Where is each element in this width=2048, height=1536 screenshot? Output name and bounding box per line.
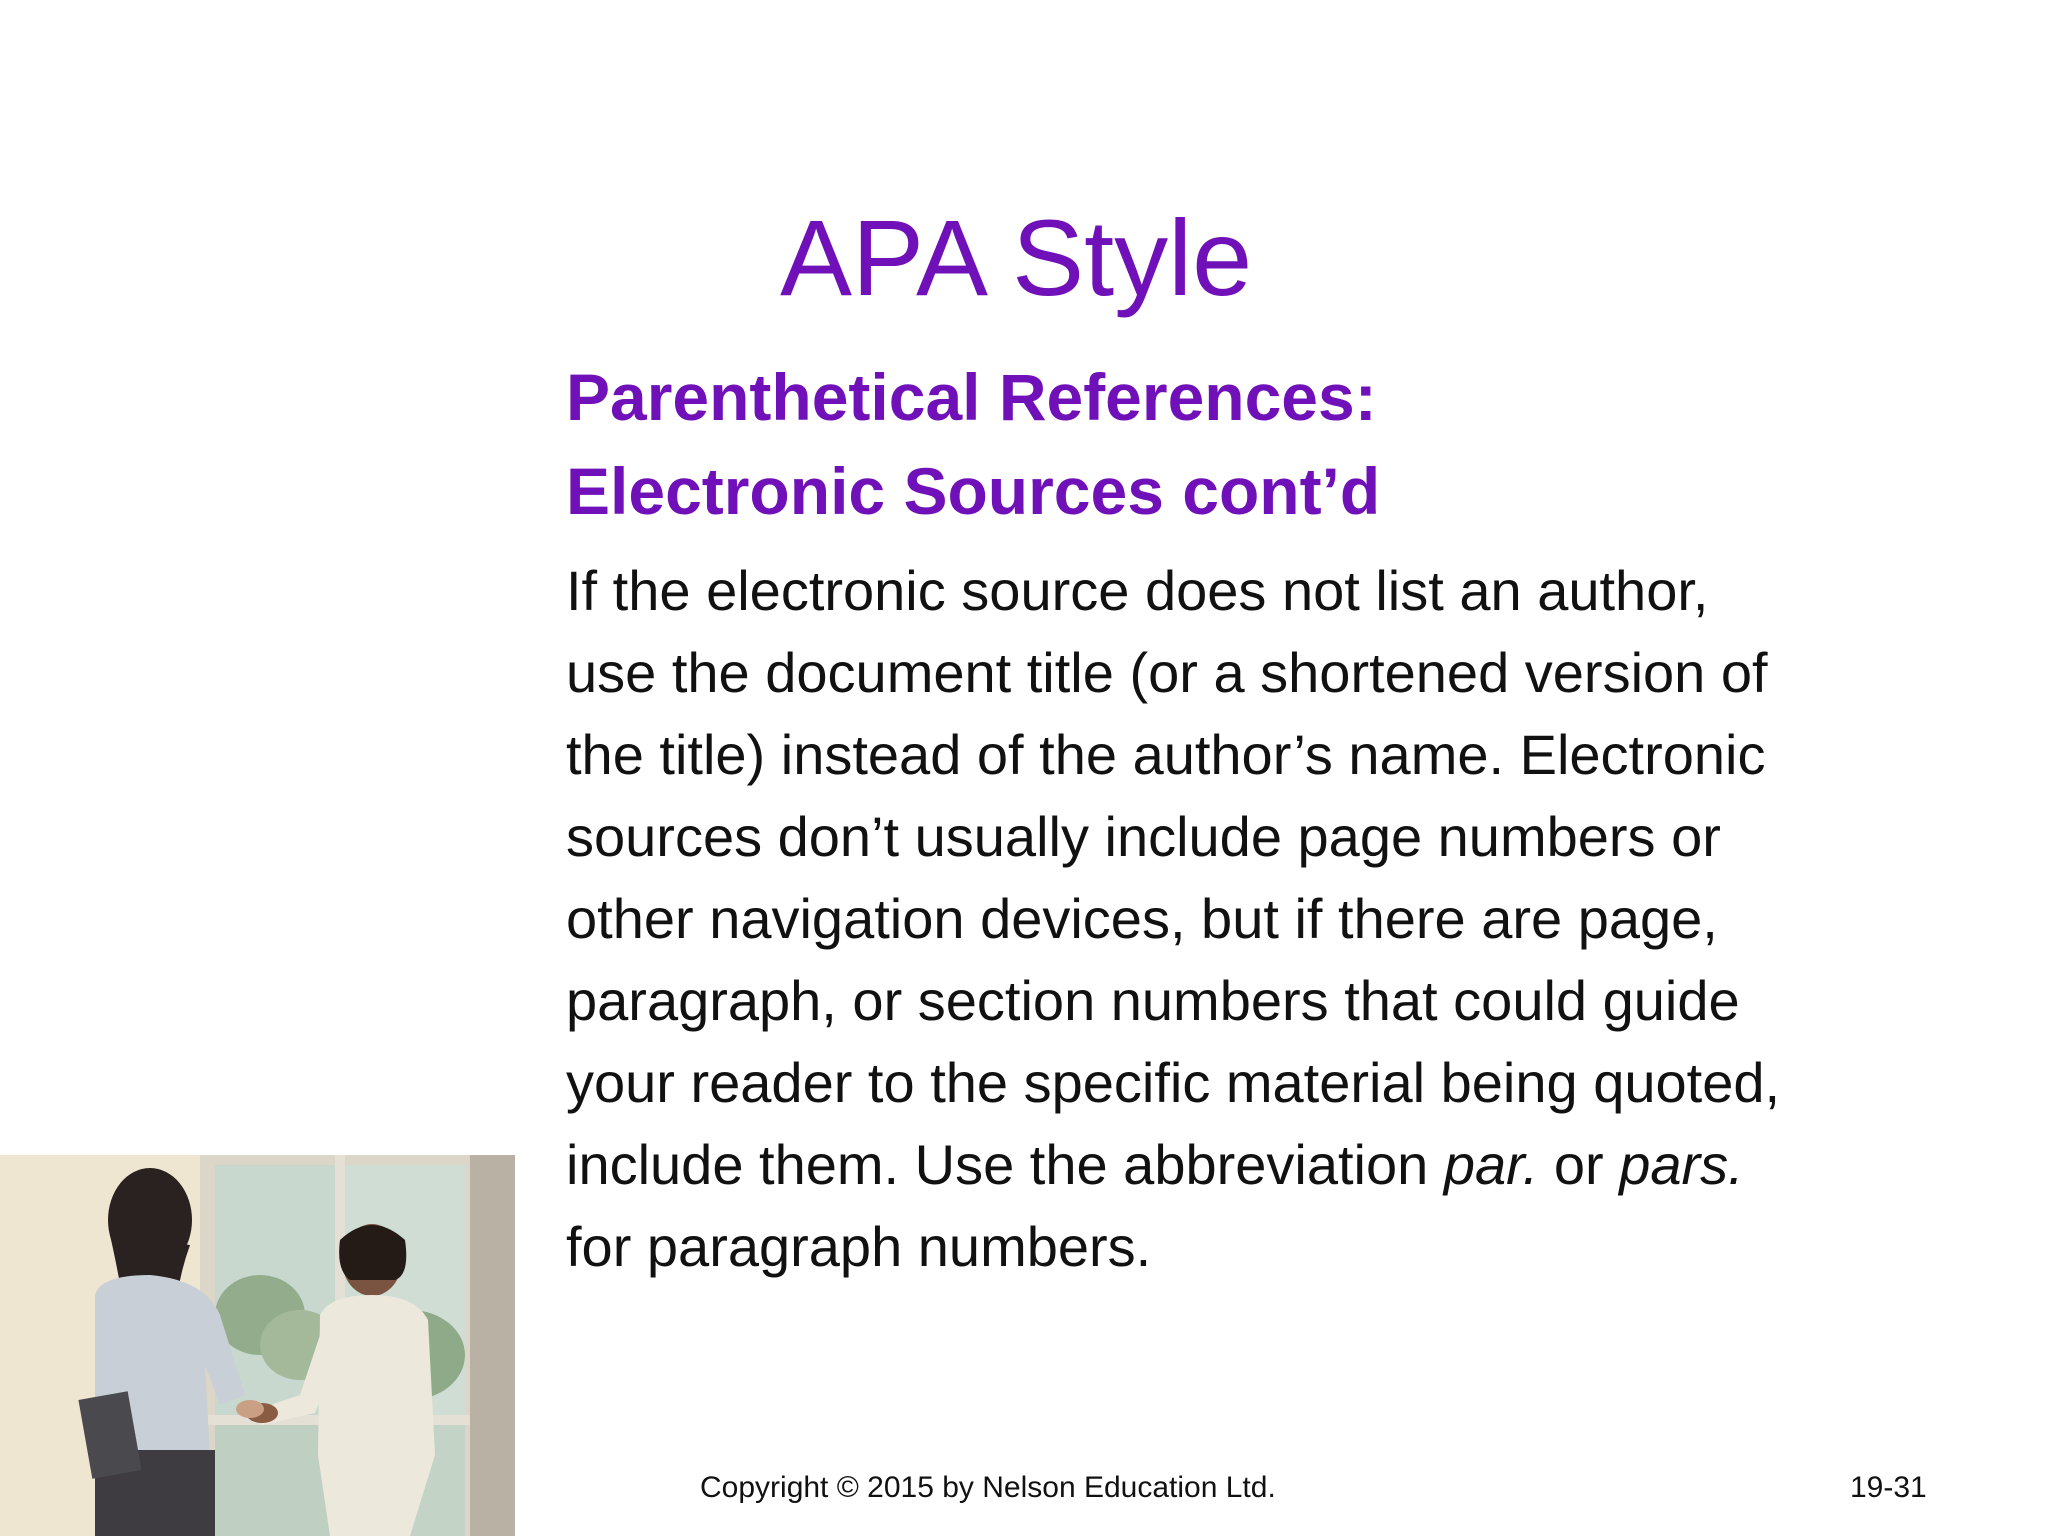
handshake-photo-icon <box>0 1155 515 1536</box>
body-line-2: use the document title (or a shortened version of <box>566 641 1768 704</box>
body-line-4: sources don’t usually include page numbers or <box>566 805 1721 868</box>
body-paragraph <box>566 550 1966 1288</box>
body-line-8 <box>566 1124 1966 1206</box>
abbrev-pars: pars. <box>1619 1133 1744 1196</box>
body-line-3: the title) instead of the author’s name. Electronic <box>566 723 1766 786</box>
body-line-8-text-b: or <box>1538 1133 1620 1196</box>
page-number: 19-31 <box>1850 1471 1927 1504</box>
body-line-7: your reader to the specific material being quoted, <box>566 1051 1781 1114</box>
body-line-1: If the electronic source does not list an author, <box>566 559 1709 622</box>
body-line-9: for paragraph numbers. <box>566 1215 1152 1278</box>
subtitle-line-1: Parenthetical References: <box>566 360 1377 434</box>
body-line-5: other navigation devices, but if there are page, <box>566 887 1718 950</box>
slide-subtitle <box>566 350 1966 538</box>
abbrev-par: par. <box>1443 1133 1539 1196</box>
body-line-8-text-a: include them. Use the abbreviation <box>566 1133 1444 1196</box>
body-line-6: paragraph, or section numbers that could guide <box>566 969 1740 1032</box>
subtitle-line-2: Electronic Sources cont’d <box>566 454 1381 528</box>
copyright-footer: Copyright © 2015 by Nelson Education Ltd. <box>700 1471 1276 1504</box>
slide-title: APA Style <box>780 197 1253 318</box>
